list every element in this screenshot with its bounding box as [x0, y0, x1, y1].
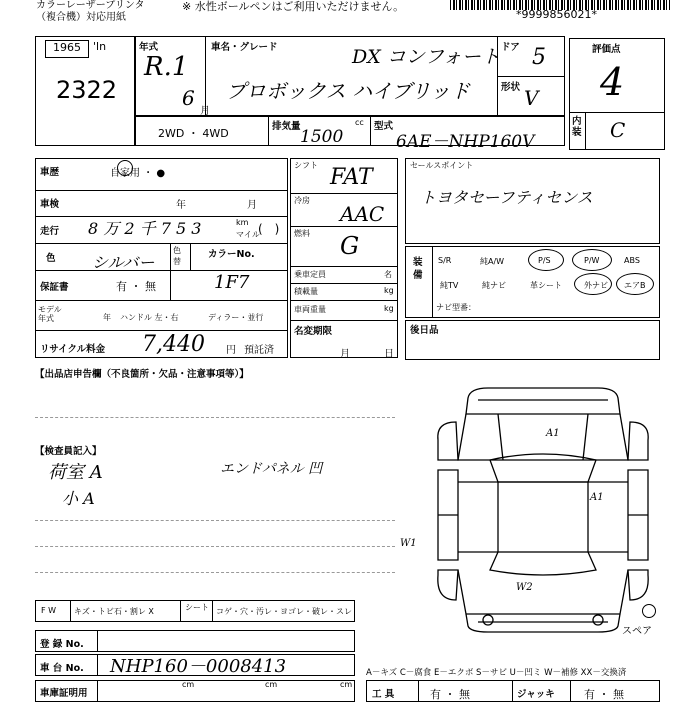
ac-value: AAC — [340, 202, 385, 226]
inspection-year: 年 — [176, 200, 186, 211]
fw-items: キズ・トビ石・割レ X — [74, 607, 154, 616]
name-value: プロボックス ハイブリッド — [226, 79, 470, 103]
equip-tv: 純TV — [440, 281, 459, 290]
chassis-value: NHP160－0008413 — [110, 656, 287, 677]
damage-legend: A－キズ C－腐食 E－エクボ S－サビ U－凹ミ W－補修 XX－交換済 — [366, 668, 627, 678]
airbag-circle — [616, 273, 654, 295]
history-circle — [117, 160, 133, 176]
cc-value: 1500 — [300, 127, 344, 147]
cert-cm2: cm — [265, 680, 278, 689]
type-value: 6AE－NHP160V — [396, 132, 535, 152]
load-label: 積載量 — [294, 287, 318, 296]
equip-ps: P/S — [538, 256, 551, 265]
lot-suffix: 'ln — [93, 40, 107, 53]
cert-cm3: cm — [340, 680, 353, 689]
door-value: 5 — [532, 45, 546, 70]
shop-label: 【出品店申告欄（不良箇所・欠品・注意事項等）】 — [35, 369, 249, 380]
colorno-label: カラーNo. — [208, 249, 255, 260]
name-label: 車名・グレード — [211, 42, 278, 53]
drive-label: 2WD ・ 4WD — [158, 127, 229, 140]
eval-label: 評価点 — [592, 44, 621, 55]
color-label: 色 — [46, 253, 56, 264]
year-label: 年式 — [139, 42, 159, 53]
ac-label: 冷房 — [294, 196, 310, 205]
name-change-month: 月 — [340, 349, 350, 360]
equip-abs: ABS — [624, 256, 640, 265]
pw-circle — [572, 249, 612, 271]
equip-sr: S/R — [438, 256, 452, 265]
car-damage-diagram — [398, 370, 688, 640]
cert-label: 車庫証明用 — [40, 688, 88, 699]
printer-note: カラーレーザープリンタ — [36, 0, 145, 11]
lot-number: 2322 — [56, 76, 118, 104]
inspection-label: 車検 — [40, 199, 60, 210]
recycle-unit: 円 — [226, 345, 236, 356]
tools-value: 有 ・ 無 — [430, 688, 470, 701]
type-label: 型式 — [374, 121, 394, 132]
year-value: R.1 — [144, 52, 189, 82]
equip-aw: 純A/W — [480, 257, 505, 266]
chassis-label: 車 台 No. — [40, 663, 84, 674]
tools-label: 工 具 — [372, 689, 395, 700]
lot-prefix-value: 1965 — [53, 41, 81, 54]
fuel-label: 燃料 — [294, 229, 310, 238]
spare-icon — [642, 604, 656, 618]
paper-note: （複合機）対応用紙 — [36, 12, 126, 23]
note-line2: 小 A — [62, 489, 95, 508]
shape-value: V — [524, 86, 539, 110]
recycle-note: 預託済 — [244, 345, 274, 356]
equip-airbag: エアB — [624, 281, 646, 290]
note-line1: 荷室 A — [48, 462, 103, 483]
recycle-value: 7,440 — [142, 332, 205, 357]
colorno-value: 1F7 — [214, 272, 250, 293]
mileage-label: 走行 — [40, 226, 60, 237]
barcode-number: *9999856021* — [516, 8, 597, 21]
recycle-label: リサイクル料金 — [40, 344, 106, 355]
capacity-label: 乗車定員 — [294, 270, 326, 279]
seat-items: コゲ・穴・汚レ・ヨゴレ・破レ・スレ — [216, 607, 352, 616]
spare-label: スペア — [622, 626, 652, 637]
door-label: ドア — [501, 42, 520, 53]
eval-value: 4 — [600, 60, 625, 104]
cc-unit: cc — [355, 118, 364, 127]
history-value: 自家用 ・ ● — [110, 168, 166, 179]
model-year: 年 — [103, 313, 111, 322]
jack-value: 有 ・ 無 — [584, 688, 624, 701]
history-label: 車歴 — [40, 167, 60, 178]
month-unit: 月 — [200, 106, 210, 117]
handle-label: ハンドル 左・右 — [120, 313, 179, 322]
dealer-label: ディラー・並行 — [208, 313, 264, 322]
load-unit: kg — [384, 286, 394, 295]
rear-label: 後日品 — [410, 325, 439, 336]
cert-cm1: cm — [182, 680, 195, 689]
inspector-label: 【検査員記入】 — [35, 446, 102, 457]
unit-paren: ( ) — [258, 222, 280, 236]
cc-label: 排気量 — [272, 121, 301, 132]
equip-leather: 革シート — [530, 281, 562, 290]
rear-box — [405, 320, 660, 360]
name-change-day: 日 — [384, 349, 394, 360]
warranty-label: 保証書 — [40, 282, 69, 293]
equip-navi: 純ナビ — [482, 281, 506, 290]
color-change: 色替 — [173, 246, 181, 266]
ps-circle — [528, 249, 564, 271]
mile-unit: マイル — [236, 230, 260, 239]
interior-value: C — [610, 118, 626, 142]
shift-label: シフト — [294, 161, 318, 170]
sales-label: セールスポイント — [410, 161, 474, 170]
weight-label: 車両重量 — [294, 305, 326, 314]
ext-navi-circle — [574, 273, 612, 295]
mileage-value: 8 万 2 千 7 5 3 — [88, 219, 202, 238]
inspection-month: 月 — [247, 200, 257, 211]
jack-label: ジャッキ — [517, 689, 555, 700]
sales-value: トヨタセーフティセンス — [420, 188, 593, 207]
capacity-unit: 名 — [384, 270, 392, 279]
km-unit: km — [236, 218, 249, 227]
fw-label: F W — [41, 606, 57, 615]
equip-ext-navi: 外ナビ — [584, 281, 608, 290]
shape-label: 形状 — [501, 82, 521, 93]
pen-notice: ※ 水性ボールペンはご利用いただけません。 — [182, 0, 405, 13]
interior-label: 内装 — [572, 116, 582, 138]
note-line3: エンドパネル 凹 — [220, 461, 323, 477]
shift-value: FAT — [330, 165, 373, 190]
equip-label: 装備 — [413, 257, 423, 281]
warranty-value: 有 ・ 無 — [116, 280, 156, 293]
model-label: モデル年式 — [38, 305, 62, 323]
weight-unit: kg — [384, 304, 394, 313]
fuel-value: G — [340, 232, 360, 260]
seat-label: シート — [185, 603, 209, 612]
month-value: 6 — [182, 86, 195, 110]
mark-w2: W2 — [516, 582, 533, 593]
name-change-label: 名変期限 — [294, 326, 333, 337]
mark-a1-front: A1 — [546, 428, 560, 439]
mark-a1-right: A1 — [590, 492, 604, 503]
color-value: シルバー — [92, 253, 155, 272]
lot-prefix — [45, 40, 89, 58]
mark-w1: W1 — [400, 538, 417, 549]
grade-value: DX コンフォート — [352, 46, 500, 68]
reg-label: 登 録 No. — [40, 639, 84, 650]
navi-model-label: ナビ型番： — [436, 303, 476, 312]
equip-pw: P/W — [584, 256, 600, 265]
